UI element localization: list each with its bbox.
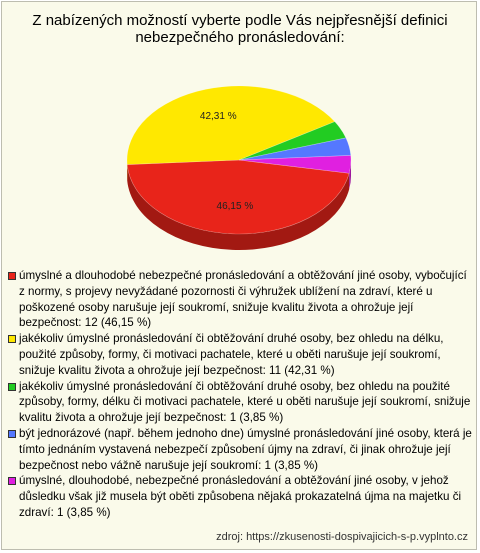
- legend-label-5: úmyslné, dlouhodobé, nebezpečné pronásledování a obtěžování jiné osoby, v jehož důsledku však již musela být oběti způsobena nějaká prokazatelná újma na majetku či zdraví: 1 (3,85 %): [19, 474, 462, 519]
- legend-item-2: [8, 331, 474, 378]
- legend-item-5: [8, 473, 474, 520]
- legend-swatch-3: [8, 383, 16, 391]
- chart-title-line-1: Z nabízených možností vyberte podle Vás nejpřesnější definici: [32, 12, 448, 29]
- pie-slice-label-1: 46,15 %: [216, 200, 254, 212]
- legend-swatch-5: [8, 477, 16, 485]
- legend-swatch-2: [8, 335, 16, 343]
- source-credit: zdroj: https://zkusenosti-dospivajicich-s-p.vyplnto.cz: [216, 531, 468, 543]
- legend-label-3: jakékoliv úmyslné pronásledování či obtěžování druhé osoby, bez ohledu na použité způsoby, formy, délku či motivaci pachatele, které u oběti narušuje její soukromí, snižuje kvalitu života a ohrožuje její bezpečnost: 1 (3,85 %): [19, 379, 471, 425]
- chart-title-line-2: nebezpečného pronásledování:: [135, 29, 345, 46]
- legend-item-1: [8, 268, 474, 331]
- chart-legend: [8, 268, 474, 521]
- legend-swatch-1: [8, 272, 16, 280]
- legend-label-2: jakékoliv úmyslné pronásledování či obtěžování druhé osoby, bez ohledu na délku, použité způsoby, formy, či motivaci pachatele, které u oběti narušuje její soukromí, snižuje kvalitu života a ohrožuje její bezpečnost: 11 (42,31 %): [19, 332, 444, 377]
- chart-panel: [1, 1, 477, 550]
- pie-slice-label-2: 42,31 %: [199, 111, 237, 123]
- legend-swatch-4: [8, 430, 16, 438]
- legend-label-4: být jednorázové (např. během jednoho dne) úmyslné pronásledování jiné osoby, která je tímto jednáním vystavená nebezpečí způsobení újmy na zdraví, či jinak ohrožuje její bezpečnost nebo vážně narušuje její soukromí: 1 (3,85 %): [19, 426, 472, 472]
- legend-label-1: úmyslné a dlouhodobé nebezpečné pronásledování a obtěžování jiné osoby, vybočující z normy, s projevy nevyžádané pozornosti či výhružek ublížení na zdraví, které u poškozené osoby narušuje její soukromí, snižuje kvalitu života a ohrožuje její bezpečnost: 12 (46,15 %): [19, 269, 467, 330]
- legend-item-4: [8, 426, 474, 473]
- legend-item-3: [8, 379, 474, 426]
- pie-chart: [2, 2, 478, 267]
